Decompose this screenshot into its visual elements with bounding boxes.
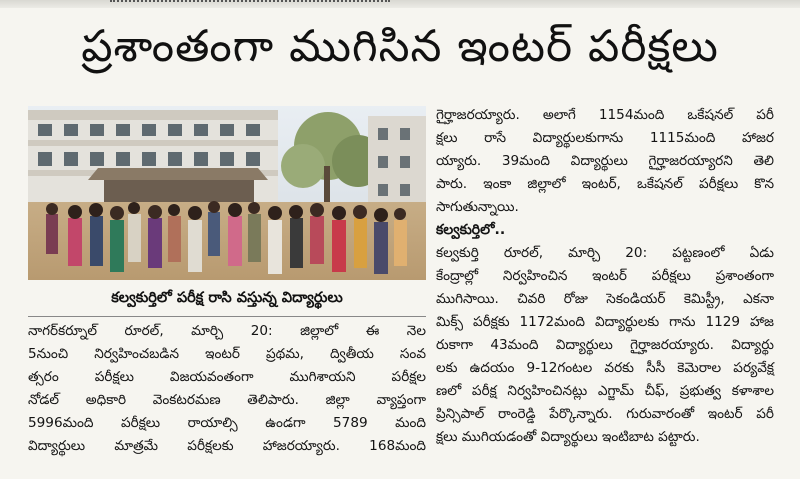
- page-top-edge: [0, 0, 800, 8]
- article-line: కేంద్రాల్లో నిర్వహించిన ఇంటర్ పరీక్షలు ప్రశాంతంగా: [436, 268, 774, 284]
- article-line: త్సరం పరీక్షలు విజయవంతంగా ముగిశాయని పరీక్షల: [28, 369, 426, 385]
- section-subheading: కల్వకుర్తిలో..: [436, 222, 506, 238]
- article-line: 5నుంచి నిర్వహించబడిన ఇంటర్ ప్రథమ, ద్వితీయ సంవ: [28, 346, 426, 362]
- article-line: కల్వకుర్తి రూరల్, మార్చి 20: పట్టణంలో ఏడు: [436, 245, 774, 261]
- article-line: మిక్స్ పరీక్షకు 1172మంది విద్యార్థులకు గాను 1129 హాజ: [436, 314, 774, 330]
- students-leaving-exam-center-image: [28, 106, 426, 280]
- headline: ప్రశాంతంగా ముగిసిన ఇంటర్ పరీక్షలు: [81, 21, 719, 72]
- article-line: పారు. ఇంకా జిల్లాలో ఇంటర్, ఒకేషనల్ పరీక్షలు కొన: [436, 176, 774, 192]
- photo-caption: కల్వకుర్తిలో పరీక్ష రాసి వస్తున్న విద్యార్థులు: [28, 280, 426, 317]
- article-line: గైర్హాజరయ్యారు. అలాగే 1154మంది ఒకేషనల్ పరీ: [436, 107, 774, 123]
- article-line: ణలో పరీక్ష నిర్వహించినట్లు ఎగ్జామ్ చీఫ్, ప్రభుత్వ కళాశాల: [436, 383, 774, 399]
- article-line: లకు ఉదయం 9-12గంటల వరకు సీసీ కెమెరాల పర్యవేక్ష: [436, 360, 774, 376]
- article-line: రుకాగా 43మంది విద్యార్థులు గైర్హాజరయ్యారు. విద్యార్థు: [436, 337, 774, 353]
- article-line: క్షలు ముగియడంతో విద్యార్థులు ఇంటిబాట పట్టారు.: [436, 429, 700, 445]
- news-photo: [28, 106, 426, 280]
- article-line: సాగుతున్నాయి.: [436, 199, 519, 215]
- article-line: ముగిసాయి. చివరి రోజు సెకండియర్ కెమిస్ట్రీ, ఎకనా: [436, 291, 774, 307]
- article-line: క్షలు రాసే విద్యార్థులకుగాను 1115మంది హాజర: [436, 130, 774, 146]
- article-line: ప్రిన్సిపాల్ రాంరెడ్డి పేర్కొన్నారు. గురువారంతో ఇంటర్ పరీ: [436, 406, 774, 422]
- article-line: నోడల్ అధికారి వెంకటరమణ తెలిపారు. జిల్లా వ్యాప్తంగా: [28, 392, 426, 408]
- article-line: నాగర్‌కర్నూల్ రూరల్, మార్చి 20: జిల్లాలో ఈ నెల: [28, 323, 426, 339]
- article-line: య్యారు. 39మంది విద్యార్థులు గైర్హాజరయ్యారని తెలి: [436, 153, 774, 169]
- previous-clipping-edge: [110, 0, 390, 6]
- article-column-left: [28, 320, 426, 458]
- article-line: విద్యార్థులు మాత్రమే పరీక్షలకు హాజరయ్యారు. 168మంది: [28, 438, 426, 454]
- article-column-right: [436, 104, 774, 449]
- article-line: 5996మంది పరీక్షలు రాయాల్సి ఉండగా 5789 మంది: [28, 415, 426, 431]
